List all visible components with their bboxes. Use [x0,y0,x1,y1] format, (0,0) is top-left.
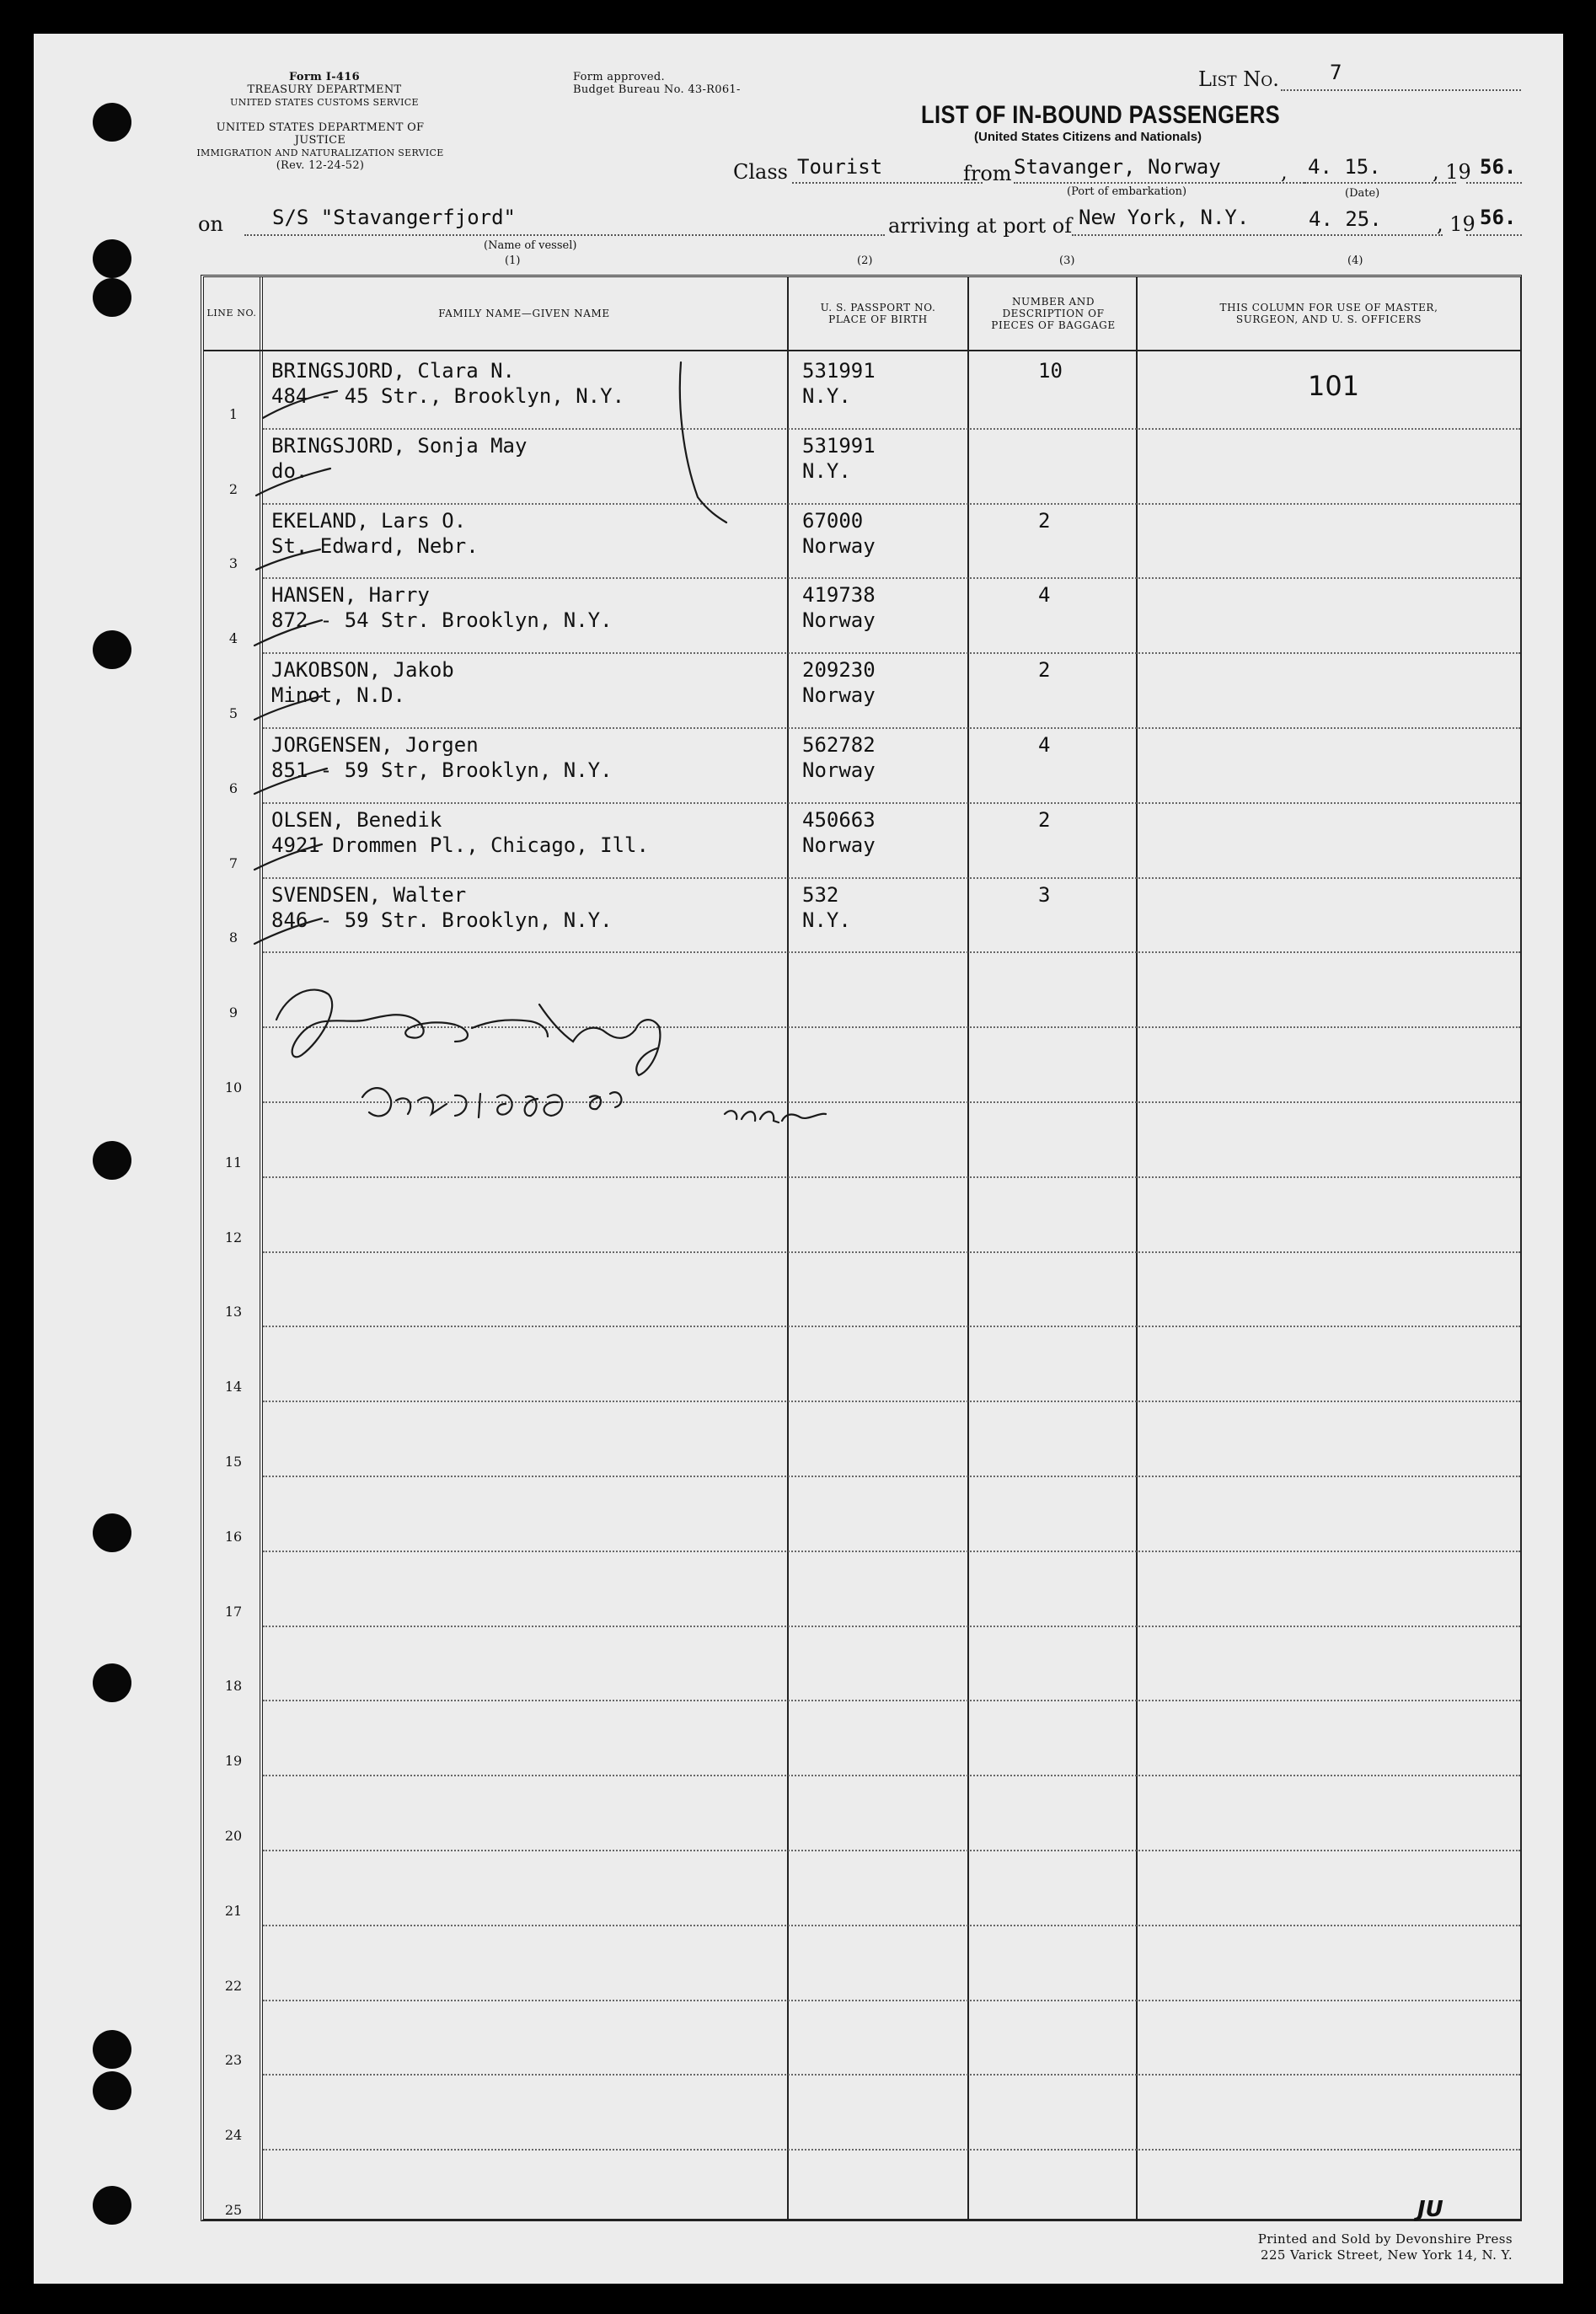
line-number: 20 [224,1828,243,1844]
col-header-name: FAMILY NAME—GIVEN NAME [438,308,610,319]
col-header-passport: U. S. PASSPORT NO. PLACE OF BIRTH [820,302,936,325]
passenger-address: 484 - 45 Str., Brooklyn, N.Y. [271,384,625,408]
budget-bureau: Budget Bureau No. 43-R061- [573,83,741,96]
line-number: 12 [224,1229,243,1245]
ins-service: IMMIGRATION AND NATURALIZATION SERVICE [196,147,444,158]
line-number: 5 [228,705,238,721]
place-of-birth: N.Y. [802,908,851,932]
line-number: 13 [224,1304,243,1320]
passport-number: 531991 [802,433,876,458]
line-number: 17 [224,1603,243,1620]
printer-imprint [1258,2231,1513,2263]
passport-number: 209230 [802,658,876,683]
printer-line-2: 225 Varick Street, New York 14, N. Y. [1261,2247,1513,2263]
passenger-name: SVENDSEN, Walter [271,882,467,907]
baggage-count: 2 [1038,508,1051,533]
line-number: 25 [224,2202,243,2218]
arrival-year: 56. [1480,206,1517,229]
arrival-port: New York, N.Y. [1079,206,1250,229]
line-number: 8 [228,929,238,946]
line-number: 22 [224,1977,243,1994]
passport-number: 532 [802,882,839,907]
passport-number: 450663 [802,807,876,832]
list-no-value: 7 [1330,61,1342,84]
passenger-name: JAKOBSON, Jakob [271,658,454,683]
page-subtitle: (United States Citizens and Nationals) [974,130,1202,144]
col-number-3: (3) [1059,254,1075,267]
passenger-address: 851 - 59 Str, Brooklyn, N.Y. [271,758,613,782]
depart-year-prefix: , 19 [1433,160,1471,184]
baggage-count: 10 [1038,359,1063,383]
list-no-label: List No. [1198,67,1279,91]
passport-number: 562782 [802,733,876,757]
port-caption: (Port of embarkation) [1067,185,1187,198]
place-of-birth: Norway [802,758,876,782]
from-value: Stavanger, Norway [1014,155,1221,179]
arrival-year-prefix: , 19 [1437,212,1475,236]
comma: , [1281,160,1288,184]
col-header-baggage: NUMBER AND DESCRIPTION OF PIECES OF BAGGAGE [991,296,1116,331]
col-number-2: (2) [857,254,873,267]
place-of-birth: N.Y. [802,458,851,483]
depart-date: 4. 15. [1308,155,1381,179]
passenger-name: HANSEN, Harry [271,583,430,608]
arrival-date: 4. 25. [1309,207,1382,231]
line-number: 24 [224,2127,243,2144]
class-value: Tourist [797,155,883,179]
passenger-address: 4921 Drommen Pl., Chicago, Ill. [271,833,649,857]
vessel-name: S/S "Stavangerfjord" [272,206,516,229]
passenger-address: Minot, N.D. [271,683,405,708]
printer-line-1: Printed and Sold by Devonshire Press [1257,2231,1513,2247]
baggage-count: 4 [1038,733,1051,757]
line-number: 11 [224,1154,243,1170]
col-header-officers: THIS COLUMN FOR USE OF MASTER, SURGEON, AND U. S. OFFICERS [1219,302,1438,325]
col-number-1: (1) [505,254,521,267]
line-number: 18 [224,1678,243,1695]
depart-year: 56. [1480,155,1517,179]
passenger-name: OLSEN, Benedik [271,807,442,832]
place-of-birth: Norway [802,683,876,708]
baggage-count: 4 [1038,583,1051,608]
initials: JU [1417,2197,1443,2222]
handwritten-marks [34,34,1563,2284]
line-number: 10 [224,1079,243,1095]
line-number: 1 [228,405,238,422]
baggage-count: 2 [1038,658,1051,683]
col-header-line-no: LINE NO. [206,308,257,319]
line-number: 21 [224,1902,243,1919]
page-title: LIST OF IN-BOUND PASSENGERS [921,101,1281,129]
line-number: 3 [228,555,238,572]
passenger-address: 872 - 54 Str. Brooklyn, N.Y. [271,608,613,633]
form-number: Form I-416 [289,71,360,83]
col-number-4: (4) [1347,254,1363,267]
line-number: 14 [224,1379,243,1395]
justice-department: UNITED STATES DEPARTMENT OF JUSTICE [216,121,425,147]
date-caption: (Date) [1345,187,1380,200]
class-label: Class [733,160,788,184]
passenger-name: BRINGSJORD, Clara N. [271,359,515,383]
from-label: from [963,162,1012,185]
vessel-caption: (Name of vessel) [484,239,577,252]
line-number: 7 [228,854,238,871]
place-of-birth: Norway [802,833,876,857]
on-label: on [198,212,223,236]
line-number: 2 [228,480,238,497]
arriving-label: arriving at port of [888,214,1073,238]
passenger-address: St. Edward, Nebr. [271,533,479,558]
line-number: 19 [224,1753,243,1770]
line-number: 16 [224,1528,243,1545]
passport-number: 67000 [802,508,864,533]
form-approved: Form approved. [573,71,665,83]
officer-note: 101 [1308,370,1360,402]
passenger-name: EKELAND, Lars O. [271,508,467,533]
passenger-address: 846 - 59 Str. Brooklyn, N.Y. [271,908,613,932]
passenger-name: BRINGSJORD, Sonja May [271,433,528,458]
line-number: 23 [224,2052,243,2069]
form-sheet [34,34,1563,2284]
baggage-count: 2 [1038,807,1051,832]
line-number: 15 [224,1454,243,1470]
passport-number: 531991 [802,359,876,383]
line-number: 4 [228,630,238,647]
line-number: 9 [228,1004,238,1021]
passport-number: 419738 [802,583,876,608]
place-of-birth: N.Y. [802,384,851,408]
passenger-name: JORGENSEN, Jorgen [271,733,479,757]
place-of-birth: Norway [802,533,876,558]
line-number: 6 [228,779,238,796]
form-revision: (Rev. 12-24-52) [276,159,365,172]
treasury-department: TREASURY DEPARTMENT [247,83,402,96]
passenger-address: do. [271,458,308,483]
customs-service: UNITED STATES CUSTOMS SERVICE [230,97,419,108]
baggage-count: 3 [1038,882,1051,907]
place-of-birth: Norway [802,608,876,633]
